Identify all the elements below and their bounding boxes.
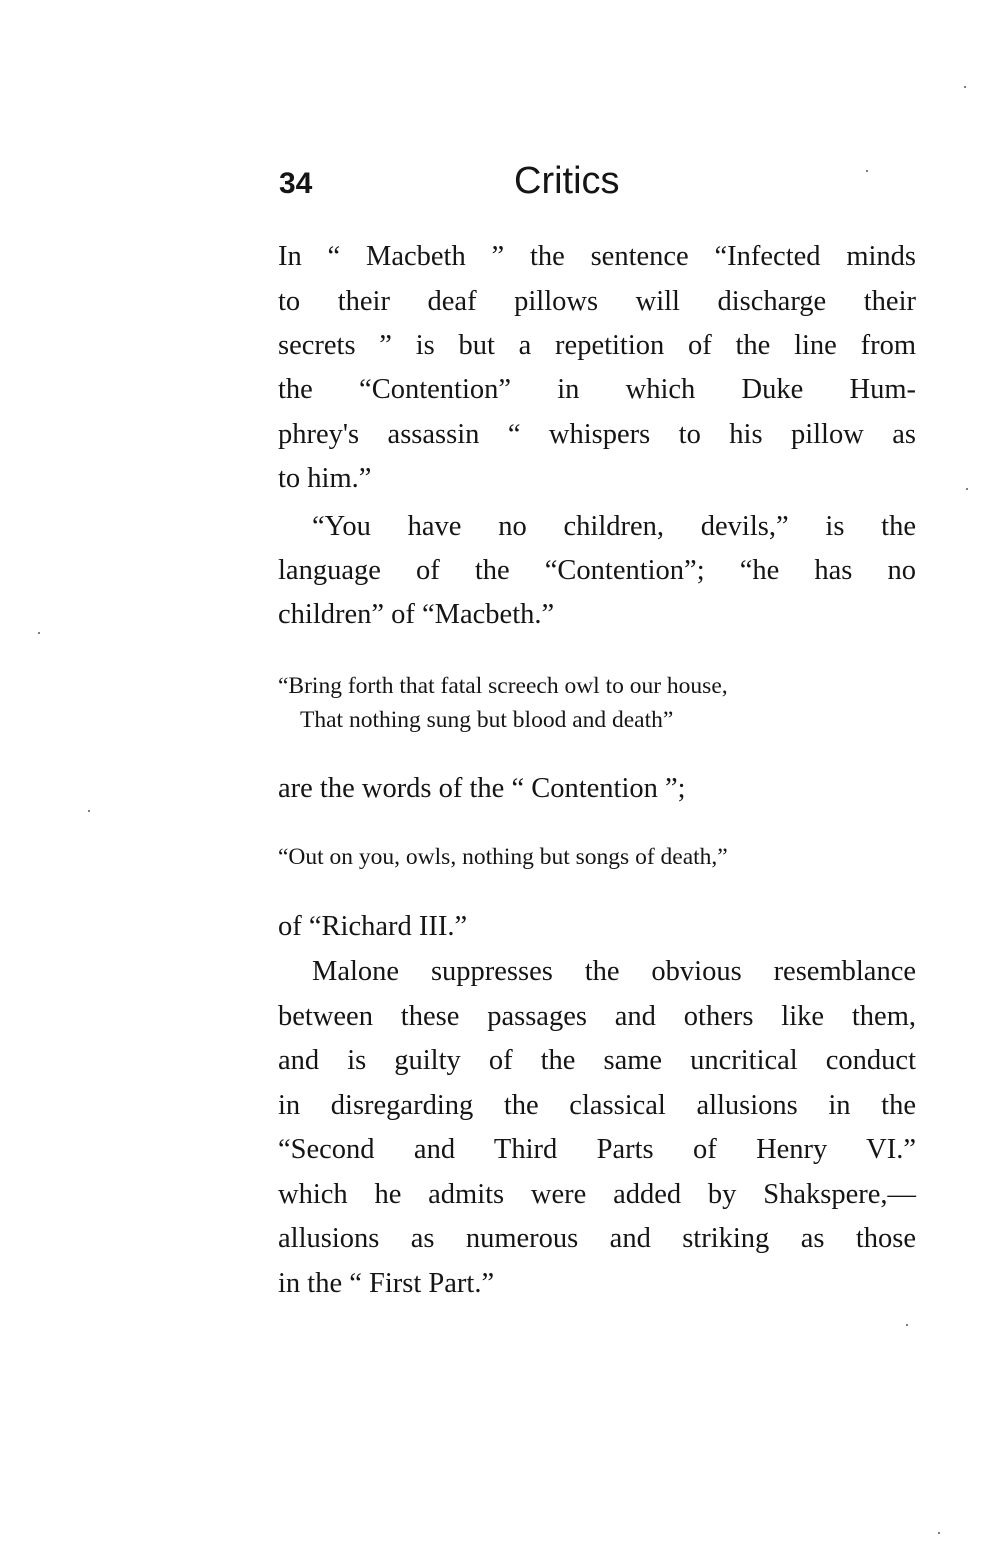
connector-line: are the words of the “ Contention ”; (278, 773, 686, 804)
page-number: 34 (279, 167, 313, 200)
verse-quote-line: “Out on you, owls, nothing but songs of death,” (278, 844, 728, 870)
scan-speck (938, 1532, 940, 1534)
paragraph-3-line: in disregarding the classical allusions in the (278, 1090, 916, 1121)
verse-quote-line: That nothing sung but blood and death” (300, 707, 674, 733)
paragraph-3-line: Malone suppresses the obvious resemblance (312, 956, 916, 987)
scan-speck (966, 488, 968, 490)
scan-speck (88, 810, 90, 812)
paragraph-1-line: In “ Macbeth ” the sentence “Infected minds (278, 241, 916, 272)
paragraph-3-line: between these passages and others like them, (278, 1001, 916, 1032)
verse-quote-line: “Bring forth that fatal screech owl to our house, (278, 673, 728, 699)
paragraph-1-line: the “Contention” in which Duke Hum- (278, 374, 916, 405)
paragraph-2-line: children” of “Macbeth.” (278, 599, 555, 630)
scan-speck (38, 632, 40, 634)
scan-speck (906, 1324, 908, 1326)
paragraph-3-line: allusions as numerous and striking as those (278, 1223, 916, 1254)
running-head: Critics (514, 160, 620, 202)
paragraph-1-line: to him.” (278, 463, 372, 494)
paragraph-3-line: which he admits were added by Shakspere,— (278, 1179, 916, 1210)
paragraph-3-line: and is guilty of the same uncritical conduct (278, 1045, 916, 1076)
paragraph-3-line: “Second and Third Parts of Henry VI.” (278, 1134, 916, 1165)
paragraph-2-line: “You have no children, devils,” is the (312, 511, 916, 542)
paragraph-2-line: language of the “Contention”; “he has no (278, 555, 916, 586)
scan-speck (866, 170, 868, 172)
scan-speck (964, 86, 966, 88)
paragraph-1-line: to their deaf pillows will discharge their (278, 286, 916, 317)
connector-line: of “Richard III.” (278, 911, 468, 942)
paragraph-1-line: phrey's assassin “ whispers to his pillow as (278, 419, 916, 450)
paragraph-1-line: secrets ” is but a repetition of the line from (278, 330, 916, 361)
paragraph-3-line: in the “ First Part.” (278, 1268, 495, 1299)
